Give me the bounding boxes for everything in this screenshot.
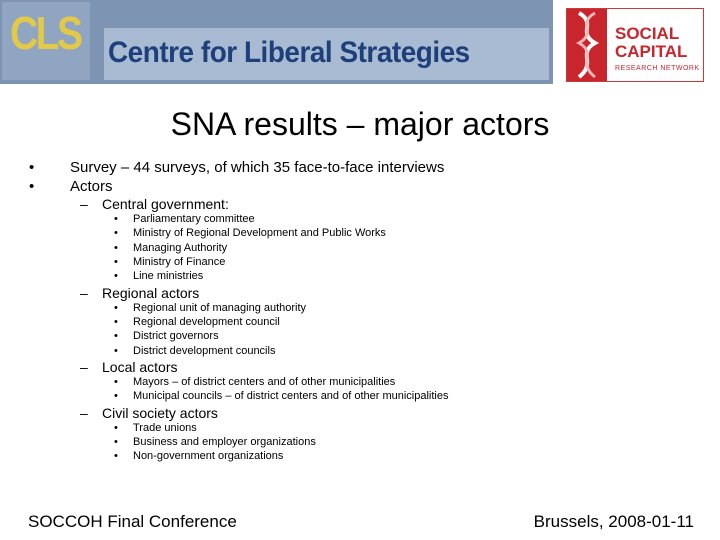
list-item: • Managing Authority	[114, 242, 228, 254]
partner-name-line3: RESEARCH NETWORK	[615, 65, 700, 72]
social-capital-logo	[566, 8, 704, 82]
bullet-icon: •	[114, 390, 118, 402]
list-item: • Ministry of Finance	[114, 256, 226, 268]
list-item: • District development councils	[114, 345, 276, 357]
dash-icon: –	[80, 359, 88, 375]
bullet-icon: •	[114, 422, 118, 434]
bullet-actors: • Actors	[29, 178, 113, 195]
bullet-icon: •	[114, 345, 118, 357]
bullet-survey: • Survey – 44 surveys, of which 35 face-to-face interviews	[29, 159, 445, 176]
cls-logo: CLS	[10, 7, 81, 59]
slide-title: SNA results – major actors	[170, 106, 550, 142]
list-item: • Ministry of Regional Development and Public Works	[114, 227, 386, 239]
group-local-actors: – Local actors	[80, 359, 178, 375]
dna-helix-icon	[567, 9, 607, 81]
dash-icon: –	[80, 405, 88, 421]
bullet-icon: •	[114, 256, 118, 268]
partner-name-line2: CAPITAL	[615, 42, 688, 61]
bullet-icon: •	[114, 227, 118, 239]
bullet-icon: •	[114, 316, 118, 328]
bullet-icon: •	[114, 436, 118, 448]
group-civil-society-actors: – Civil society actors	[80, 405, 218, 421]
list-item: • Regional development council	[114, 316, 280, 328]
bullet-icon: •	[114, 270, 118, 282]
bullet-icon: •	[114, 213, 118, 225]
list-item: • Non-government organizations	[114, 450, 284, 462]
list-item: • Parliamentary committee	[114, 213, 255, 225]
bullet-icon: •	[114, 450, 118, 462]
partner-name-line1: SOCIAL	[615, 24, 680, 43]
list-item: • Business and employer organizations	[114, 436, 316, 448]
list-item: • Mayors – of district centers and of other municipalities	[114, 376, 396, 388]
group-regional-actors: – Regional actors	[80, 285, 200, 301]
dash-icon: –	[80, 285, 88, 301]
header-banner	[0, 0, 553, 84]
bullet-icon: •	[114, 242, 118, 254]
footer-location-date: Brussels, 2008-01-11	[533, 512, 694, 531]
bullet-icon: •	[114, 376, 118, 388]
bullet-icon: •	[29, 178, 35, 195]
group-central-government: – Central government:	[80, 196, 229, 212]
list-item: • Regional unit of managing authority	[114, 302, 307, 314]
bullet-icon: •	[29, 159, 35, 176]
dash-icon: –	[80, 196, 88, 212]
list-item: • Municipal councils – of district centers and of other municipalities	[114, 390, 449, 402]
org-name: Centre for Liberal Strategies	[108, 36, 470, 69]
footer-conference: SOCCOH Final Conference	[28, 512, 237, 531]
list-item: • Line ministries	[114, 270, 204, 282]
list-item: • Trade unions	[114, 422, 197, 434]
bullet-icon: •	[114, 330, 118, 342]
cls-logo-box	[2, 2, 90, 80]
bullet-icon: •	[114, 302, 118, 314]
list-item: • District governors	[114, 330, 219, 342]
